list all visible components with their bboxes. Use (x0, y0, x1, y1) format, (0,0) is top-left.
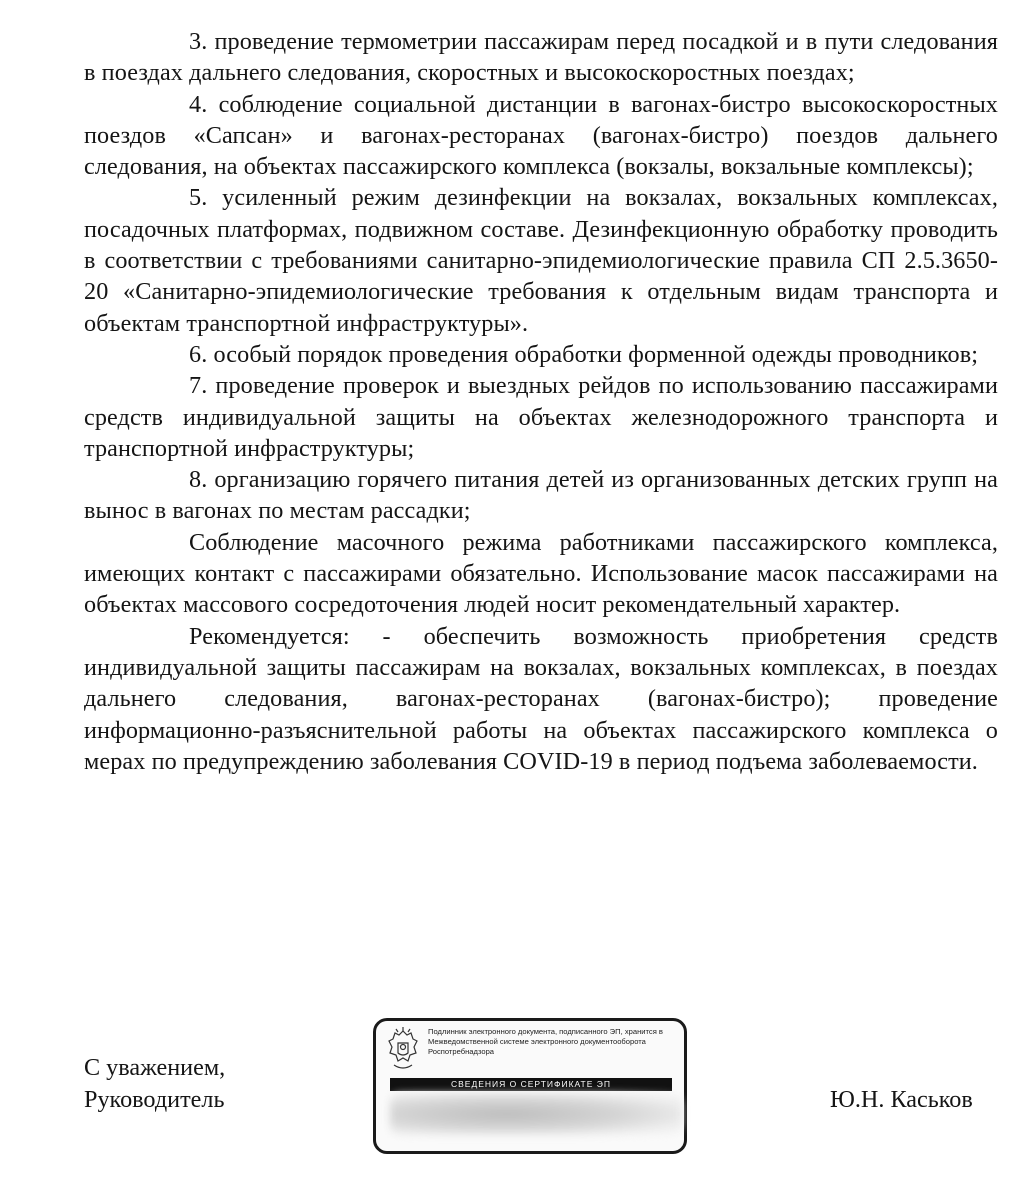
coat-of-arms-icon (386, 1027, 420, 1073)
paragraph-5-disinfection: 5. усиленный режим дезинфекции на вокзалах, вокзальных комплексах, посадочных платформах, подвижном составе. Дезинфекционную обработку проводить в соответствии с требованиями санитарно-эпидемиологические правила СП 2.5.3650-20 «Санитарно-эпидемиологические требования к отдельным видам транспорта и объектам транспортной инфраструктуры». (84, 184, 998, 337)
closing-regards: С уважением, (84, 1054, 226, 1081)
paragraph-8-hot-meals: 8. организацию горячего питания детей из организованных детских групп на вынос в вагонах по местам рассадки; (84, 466, 998, 525)
digital-signature-stamp (373, 1018, 687, 1154)
paragraph-recommendation: Рекомендуется: - обеспечить возможность приобретения средств индивидуальной защиты пассажирам на вокзалах, вокзальных комплексах, в поездах дальнего следования, вагонах-ресторанах (вагонах-бистро); проведение информационно-разъяснительной работы на объектах пассажирского комплекса о мерах по предупреждению заболевания COVID-19 в период подъема заболеваемости. (84, 622, 998, 775)
closing-block (84, 1052, 225, 1116)
paragraph-6-uniform-treatment: 6. особый порядок проведения обработки форменной одежды проводников; (189, 340, 979, 368)
document-body (84, 26, 998, 777)
paragraph-7-inspections: 7. проведение проверок и выездных рейдов по использованию пассажирами средств индивидуальной защиты на объектах железнодорожного транспорта и транспортной инфраструктуры; (84, 372, 998, 462)
certificate-info-bar: СВЕДЕНИЯ О СЕРТИФИКАТЕ ЭП (390, 1078, 672, 1091)
stamp-caption: Подлинник электронного документа, подписанного ЭП, хранится в Межведомственной системе электронного документооборота Роспотребнадзора (428, 1027, 663, 1056)
redacted-certificate-details (390, 1093, 682, 1135)
closing-position: Руководитель (84, 1086, 225, 1113)
signer-name: Ю.Н. Каськов (830, 1086, 973, 1113)
paragraph-4-social-distance: 4. соблюдение социальной дистанции в вагонах-бистро высокоскоростных поездов «Сапсан» и вагонах-ресторанах (вагонах-бистро) поездов дальнего следования, на объектах пассажирского комплекса (вокзалы, вокзальные комплексы); (84, 90, 998, 181)
paragraph-3-thermometry: 3. проведение термометрии пассажирам перед посадкой и в пути следования в поездах дальнего следования, скоростных и высокоскоростных поездах; (84, 28, 998, 87)
paragraph-mask-regime: Соблюдение масочного режима работниками пассажирского комплекса, имеющих контакт с пассажирами обязательно. Использование масок пассажирами на объектах массового сосредоточения людей носит рекомендательный характер. (84, 528, 998, 619)
